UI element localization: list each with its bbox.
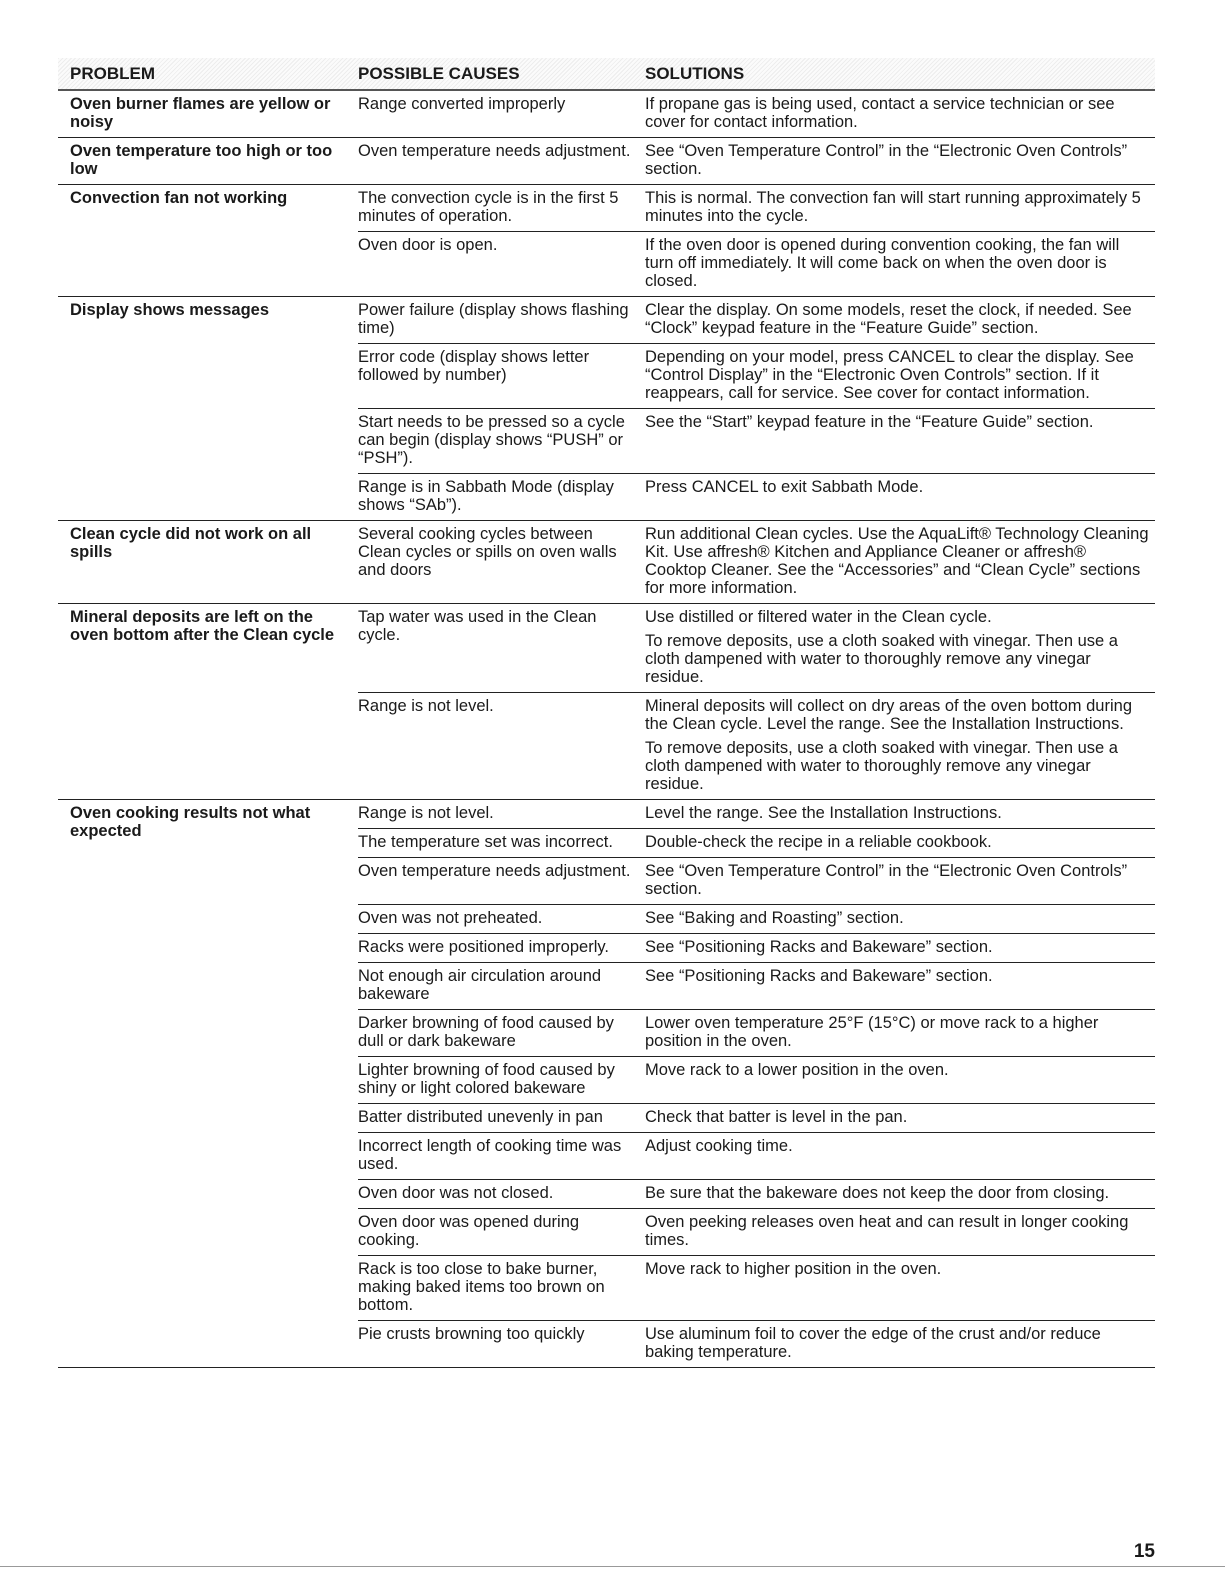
possible-cause: Range is not level. bbox=[358, 697, 494, 715]
solution-cell bbox=[645, 474, 1155, 520]
cause-solution-list bbox=[358, 91, 1155, 137]
solution-cell bbox=[645, 1010, 1155, 1056]
possible-cause: Batter distributed unevenly in pan bbox=[358, 1108, 603, 1126]
solution-cell bbox=[645, 1209, 1155, 1255]
possible-cause: Darker browning of food caused by dull or dark bakeware bbox=[358, 1014, 614, 1050]
solution-cell bbox=[645, 1133, 1155, 1179]
solution-cell bbox=[645, 858, 1155, 904]
solution-text: See the “Start” keypad feature in the “Feature Guide” section. bbox=[645, 413, 1094, 431]
table-row bbox=[358, 1255, 1155, 1320]
possible-cause: Range converted improperly bbox=[358, 95, 566, 113]
table-row bbox=[358, 692, 1155, 799]
table-row bbox=[358, 1320, 1155, 1367]
solution-text: Oven peeking releases oven heat and can result in longer cooking times. bbox=[645, 1213, 1129, 1249]
solution-text: See “Positioning Racks and Bakeware” section. bbox=[645, 967, 993, 985]
solution-cell bbox=[645, 934, 1155, 962]
solution-text: Level the range. See the Installation Instructions. bbox=[645, 804, 1002, 822]
problem-group bbox=[58, 521, 1155, 604]
solution-text: See “Positioning Racks and Bakeware” section. bbox=[645, 938, 993, 956]
table-row bbox=[358, 1132, 1155, 1179]
table-row bbox=[358, 1056, 1155, 1103]
problem-group bbox=[58, 185, 1155, 297]
table-header bbox=[58, 58, 1155, 91]
cause-solution-list bbox=[358, 297, 1155, 520]
table-row bbox=[358, 408, 1155, 473]
problem-group bbox=[58, 138, 1155, 185]
possible-cause: Oven was not preheated. bbox=[358, 909, 543, 927]
possible-cause: Lighter browning of food caused by shiny or light colored bakeware bbox=[358, 1061, 615, 1097]
solution-cell bbox=[645, 1256, 1155, 1320]
solution-text: Adjust cooking time. bbox=[645, 1137, 793, 1155]
solution-text: To remove deposits, use a cloth soaked with vinegar. Then use a cloth dampened with water to thoroughly remove any vinegar residue. bbox=[645, 739, 1118, 793]
solution-text: See “Oven Temperature Control” in the “Electronic Oven Controls” section. bbox=[645, 142, 1128, 178]
table-row bbox=[358, 857, 1155, 904]
table-row bbox=[358, 1009, 1155, 1056]
page-number: 15 bbox=[1133, 1541, 1155, 1562]
possible-cause: Tap water was used in the Clean cycle. bbox=[358, 608, 597, 644]
problem-group bbox=[58, 91, 1155, 138]
table-body bbox=[58, 91, 1155, 1368]
page-bottom-rule bbox=[0, 1566, 1225, 1567]
possible-cause: Racks were positioned improperly. bbox=[358, 938, 609, 956]
problem-group bbox=[58, 604, 1155, 800]
possible-cause: Error code (display shows letter followed by number) bbox=[358, 348, 590, 384]
solution-text: Check that batter is level in the pan. bbox=[645, 1108, 908, 1126]
solution-text: Use distilled or filtered water in the Clean cycle. bbox=[645, 608, 992, 626]
solution-text: See “Baking and Roasting” section. bbox=[645, 909, 904, 927]
table-row bbox=[358, 473, 1155, 520]
problem-label: Oven temperature too high or too low bbox=[70, 142, 333, 178]
solution-cell bbox=[645, 1321, 1155, 1367]
cause-solution-list bbox=[358, 604, 1155, 799]
table-row bbox=[358, 185, 1155, 231]
possible-cause: Not enough air circulation around bakeware bbox=[358, 967, 602, 1003]
solution-cell bbox=[645, 1180, 1155, 1208]
solution-text: Be sure that the bakeware does not keep the door from closing. bbox=[645, 1184, 1110, 1202]
solution-cell bbox=[645, 297, 1155, 343]
solution-cell bbox=[645, 1104, 1155, 1132]
table-row bbox=[358, 1179, 1155, 1208]
solution-cell bbox=[645, 521, 1155, 603]
solution-text: Move rack to a lower position in the oven. bbox=[645, 1061, 949, 1079]
table-row bbox=[358, 962, 1155, 1009]
solution-text: To remove deposits, use a cloth soaked with vinegar. Then use a cloth dampened with water to thoroughly remove any vinegar residue. bbox=[645, 632, 1118, 686]
problem-label: Mineral deposits are left on the oven bottom after the Clean cycle bbox=[70, 608, 335, 644]
possible-cause: Start needs to be pressed so a cycle can begin (display shows “PUSH” or “PSH”). bbox=[358, 413, 625, 467]
header-solutions: SOLUTIONS bbox=[645, 64, 745, 83]
solution-cell bbox=[645, 232, 1155, 296]
solution-text: Lower oven temperature 25°F (15°C) or move rack to a higher position in the oven. bbox=[645, 1014, 1099, 1050]
table-row bbox=[358, 904, 1155, 933]
table-row bbox=[358, 933, 1155, 962]
header-problem: PROBLEM bbox=[70, 64, 155, 83]
table-row bbox=[358, 1208, 1155, 1255]
possible-cause: Several cooking cycles between Clean cycles or spills on oven walls and doors bbox=[358, 525, 617, 579]
possible-cause: The temperature set was incorrect. bbox=[358, 833, 613, 851]
possible-cause: Pie crusts browning too quickly bbox=[358, 1325, 585, 1343]
problem-label: Convection fan not working bbox=[70, 189, 288, 207]
solution-cell bbox=[645, 905, 1155, 933]
possible-cause: Oven door was opened during cooking. bbox=[358, 1213, 580, 1249]
solution-text: This is normal. The convection fan will start running approximately 5 minutes into the cycle. bbox=[645, 189, 1141, 225]
possible-cause: Oven door is open. bbox=[358, 236, 498, 254]
solution-cell bbox=[645, 91, 1155, 137]
cause-solution-list bbox=[358, 138, 1155, 184]
solution-text: See “Oven Temperature Control” in the “Electronic Oven Controls” section. bbox=[645, 862, 1128, 898]
problem-group bbox=[58, 297, 1155, 521]
possible-cause: Power failure (display shows flashing time) bbox=[358, 301, 629, 337]
table-row bbox=[358, 343, 1155, 408]
table-row bbox=[358, 91, 1155, 137]
solution-text: Run additional Clean cycles. Use the AquaLift® Technology Cleaning Kit. Use affresh® Kitchen and Appliance Cleaner or affresh® Cooktop Cleaner. See the “Accessories” and “Clean Cycle” sections for more information. bbox=[645, 525, 1149, 597]
problem-label: Clean cycle did not work on all spills bbox=[70, 525, 312, 561]
table-row bbox=[358, 1103, 1155, 1132]
possible-cause: Rack is too close to bake burner, making baked items too brown on bottom. bbox=[358, 1260, 605, 1314]
possible-cause: Range is in Sabbath Mode (display shows “SAb”). bbox=[358, 478, 614, 514]
problem-label: Oven cooking results not what expected bbox=[70, 804, 311, 840]
solution-text: Mineral deposits will collect on dry areas of the oven bottom during the Clean cycle. Level the range. See the Installation Instructions. bbox=[645, 697, 1132, 733]
solution-text: Clear the display. On some models, reset the clock, if needed. See “Clock” keypad feature in the “Feature Guide” section. bbox=[645, 301, 1132, 337]
table-row bbox=[358, 800, 1155, 828]
solution-cell bbox=[645, 963, 1155, 1009]
table-row bbox=[358, 828, 1155, 857]
solution-text: If propane gas is being used, contact a service technician or see cover for contact information. bbox=[645, 95, 1115, 131]
solution-text: Double-check the recipe in a reliable cookbook. bbox=[645, 833, 992, 851]
solution-cell bbox=[645, 185, 1155, 231]
solution-text: Depending on your model, press CANCEL to clear the display. See “Control Display” in the “Electronic Oven Controls” section. If it reappears, call for service. See cover for contact information. bbox=[645, 348, 1134, 402]
solution-cell bbox=[645, 344, 1155, 408]
troubleshooting-table bbox=[58, 58, 1155, 1368]
cause-solution-list bbox=[358, 800, 1155, 1367]
solution-text: Press CANCEL to exit Sabbath Mode. bbox=[645, 478, 924, 496]
table-row bbox=[358, 297, 1155, 343]
problem-group bbox=[58, 800, 1155, 1368]
solution-cell bbox=[645, 829, 1155, 857]
solution-cell bbox=[645, 693, 1155, 799]
possible-cause: Oven door was not closed. bbox=[358, 1184, 554, 1202]
solution-text: If the oven door is opened during convention cooking, the fan will turn off immediately. It will come back on when the oven door is closed. bbox=[645, 236, 1120, 290]
possible-cause: The convection cycle is in the first 5 minutes of operation. bbox=[358, 189, 619, 225]
possible-cause: Oven temperature needs adjustment. bbox=[358, 862, 631, 880]
header-possible-causes: POSSIBLE CAUSES bbox=[358, 64, 520, 83]
table-row bbox=[358, 604, 1155, 692]
solution-cell bbox=[645, 138, 1155, 184]
table-row bbox=[358, 521, 1155, 603]
solution-cell bbox=[645, 604, 1155, 692]
solution-cell bbox=[645, 409, 1155, 473]
solution-text: Use aluminum foil to cover the edge of the crust and/or reduce baking temperature. bbox=[645, 1325, 1101, 1361]
problem-label: Display shows messages bbox=[70, 301, 270, 319]
table-row bbox=[358, 138, 1155, 184]
solution-cell bbox=[645, 1057, 1155, 1103]
possible-cause: Range is not level. bbox=[358, 804, 494, 822]
table-row bbox=[358, 231, 1155, 296]
solution-cell bbox=[645, 800, 1155, 828]
cause-solution-list bbox=[358, 521, 1155, 603]
possible-cause: Oven temperature needs adjustment. bbox=[358, 142, 631, 160]
problem-label: Oven burner flames are yellow or noisy bbox=[70, 95, 331, 131]
solution-text: Move rack to higher position in the oven. bbox=[645, 1260, 942, 1278]
cause-solution-list bbox=[358, 185, 1155, 296]
possible-cause: Incorrect length of cooking time was used. bbox=[358, 1137, 622, 1173]
